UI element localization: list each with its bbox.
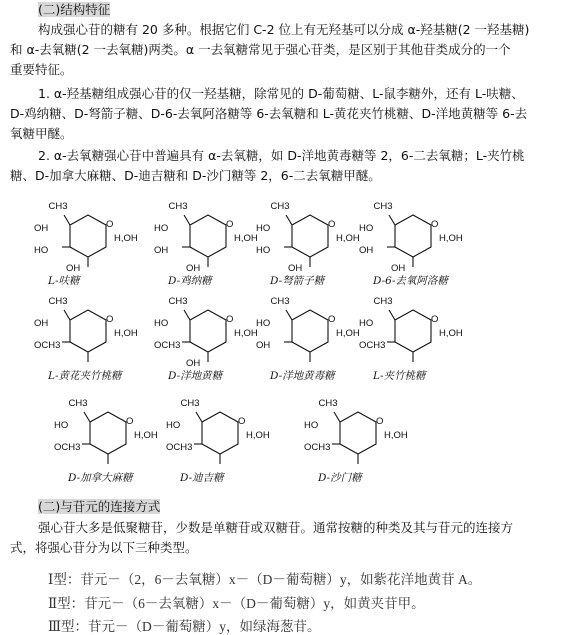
substituent-och3: OCH3 (154, 340, 181, 351)
substituent-ho: HO (359, 223, 374, 234)
substituent-ch3: CH3 (48, 296, 68, 307)
substituent-ch3: CH3 (48, 201, 68, 212)
substituent-ch3: CH3 (68, 398, 88, 409)
substituent-och3: OCH3 (359, 340, 386, 351)
structure-caption: L-黄花夹竹桃糖 (48, 370, 122, 382)
ring-oxygen: O (106, 314, 114, 325)
pyranose-ring (395, 310, 431, 352)
point2-line-1: 2. α-去氧糖强心苷中普遍具有 α-去氧糖，如 D-洋地黄毒糖等 2，6-二去氧糖；L-夹竹桃 (38, 148, 525, 163)
intro-line-1: 构成强心苷的糖有 20 多种。根据它们 C-2 位上有无羟基可以分成 α-羟基糖(2 一羟基糖) (38, 22, 530, 37)
pyranose-ring (70, 310, 106, 352)
structure-caption: D-加拿大麻糖 (68, 472, 133, 484)
ring-oxygen: O (126, 416, 134, 427)
substituent-ch3: CH3 (180, 398, 200, 409)
structure-caption: D-鸡纳糖 (168, 275, 212, 287)
bond (64, 310, 70, 320)
ring-oxygen: O (328, 314, 336, 325)
ring-oxygen: O (106, 219, 114, 230)
point1-line-1: 1. α-羟基糖组成强心苷的仅一羟基糖，除常见的 D-葡萄糖、L-鼠李糖外，还有 L-呋糖、 (38, 86, 524, 101)
anomeric-label: H,OH (384, 430, 408, 441)
section-heading-structure: (二)结构特征 (38, 2, 111, 17)
linkage-intro-line-1: 强心苷大多是低聚糖苷，少数是单糖苷或双糖苷。通常按糖的种类及其与苷元的连接方 (38, 520, 514, 535)
substituent-och3: OCH3 (34, 340, 61, 351)
bond (84, 412, 90, 422)
substituent-ho: HO (166, 420, 181, 431)
substituent-och3: OCH3 (166, 442, 193, 453)
pyranose-ring (190, 215, 226, 257)
pyranose-ring (90, 412, 126, 454)
substituent-oh: OH (288, 263, 303, 274)
structure-caption: L-夹竹桃糖 (373, 370, 426, 382)
substituent-ch3: CH3 (168, 201, 188, 212)
substituent-ho: HO (304, 420, 319, 431)
substituent-och3: OCH3 (54, 442, 81, 453)
bond (286, 310, 292, 320)
structure-caption: D-洋地黄毒糖 (270, 370, 335, 382)
pyranose-ring (202, 412, 238, 454)
bond (334, 412, 340, 422)
pyranose-ring (395, 215, 431, 257)
structure-caption: D-沙门糖 (318, 472, 362, 484)
pyranose-ring (340, 412, 376, 454)
bond (389, 310, 395, 320)
linkage-type-3: Ⅲ型：苷元－（D－葡萄糖）y，如绿海葱苷。 (48, 619, 321, 634)
anomeric-label: H,OH (246, 430, 270, 441)
section-heading-linkage: (二)与苷元的连接方式 (38, 499, 161, 514)
substituent-oh: OH (66, 263, 81, 274)
anomeric-label: H,OH (336, 328, 360, 339)
substituent-ho: HO (256, 223, 271, 234)
structure-caption: L-呋糖 (48, 275, 80, 287)
anomeric-label: H,OH (234, 328, 258, 339)
structure-caption: D-迪吉糖 (180, 472, 224, 484)
bond (184, 310, 190, 320)
substituent-ho: HO (34, 245, 49, 256)
point1-line-2: D-鸡纳糖、D-弩箭子糖、D-6-去氧阿洛糖等 6-去氧糖和 L-黄花夹竹桃糖、D-洋地黄糖等 6-去 (10, 106, 528, 121)
pyranose-ring (292, 215, 328, 257)
bond (64, 215, 70, 225)
substituent-ch3: CH3 (318, 398, 338, 409)
ring-oxygen: O (431, 219, 439, 230)
anomeric-label: H,OH (114, 328, 138, 339)
structure-caption: D-弩箭子糖 (270, 275, 325, 287)
linkage-type-2: Ⅱ型：苷元－（6－去氧糖）x－（D－葡萄糖）y，如黄夹苷甲。 (48, 596, 425, 611)
intro-line-2: 和 α-去氧糖(2 一去氧糖)两类。α 一去氧糖常见于强心苷类，是区别于其他苷类成分的一个 (10, 42, 511, 57)
point1-line-3: 氧糖甲醚。 (10, 126, 73, 141)
pyranose-ring (70, 215, 106, 257)
ring-oxygen: O (376, 416, 384, 427)
substituent-ho: HO (256, 318, 271, 329)
bond (196, 412, 202, 422)
anomeric-label: H,OH (439, 328, 463, 339)
ring-oxygen: O (431, 314, 439, 325)
pyranose-ring (190, 310, 226, 352)
substituent-oh: OH (186, 358, 201, 369)
substituent-och3: OCH3 (304, 442, 331, 453)
structure-caption: D-洋地黄糖 (168, 370, 223, 382)
ring-oxygen: O (226, 314, 234, 325)
point2-line-2: 糖、D-加拿大麻糖、D-迪吉糖和 D-沙门糖等 2，6-二去氧糖甲醚。 (10, 168, 381, 183)
substituent-oh: OH (154, 245, 169, 256)
substituent-ch3: CH3 (270, 296, 290, 307)
substituent-ch3: CH3 (270, 201, 290, 212)
bond (184, 215, 190, 225)
substituent-oh: OH (391, 263, 406, 274)
substituent-oh: OH (186, 263, 201, 274)
substituent-ch3: CH3 (373, 201, 393, 212)
substituent-oh: OH (34, 318, 49, 329)
anomeric-label: H,OH (336, 233, 360, 244)
linkage-intro-line-2: 式，将强心苷分为以下三种类型。 (10, 540, 198, 555)
substituent-ho: HO (359, 318, 374, 329)
ring-oxygen: O (238, 416, 246, 427)
ring-oxygen: O (328, 219, 336, 230)
substituent-oh: OH (34, 223, 49, 234)
anomeric-label: H,OH (439, 233, 463, 244)
intro-line-3: 重要特征。 (10, 62, 73, 77)
anomeric-label: H,OH (234, 233, 258, 244)
bond (286, 215, 292, 225)
substituent-oh: OH (256, 340, 271, 351)
linkage-type-1: Ⅰ型：苷元－（2，6－去氧糖）x－（D－葡萄糖）y，如紫花洋地黄苷 A。 (48, 572, 482, 587)
substituent-ch3: CH3 (373, 296, 393, 307)
substituent-ho: HO (256, 245, 271, 256)
substituent-ho: HO (54, 420, 69, 431)
anomeric-label: H,OH (114, 233, 138, 244)
substituent-ch3: CH3 (168, 296, 188, 307)
substituent-ho: HO (154, 223, 169, 234)
pyranose-ring (292, 310, 328, 352)
bond (389, 215, 395, 225)
substituent-ho: HO (154, 318, 169, 329)
substituent-oh: OH (359, 245, 374, 256)
anomeric-label: H,OH (134, 430, 158, 441)
ring-oxygen: O (226, 219, 234, 230)
structure-caption: D-6-去氧阿洛糖 (373, 275, 448, 287)
